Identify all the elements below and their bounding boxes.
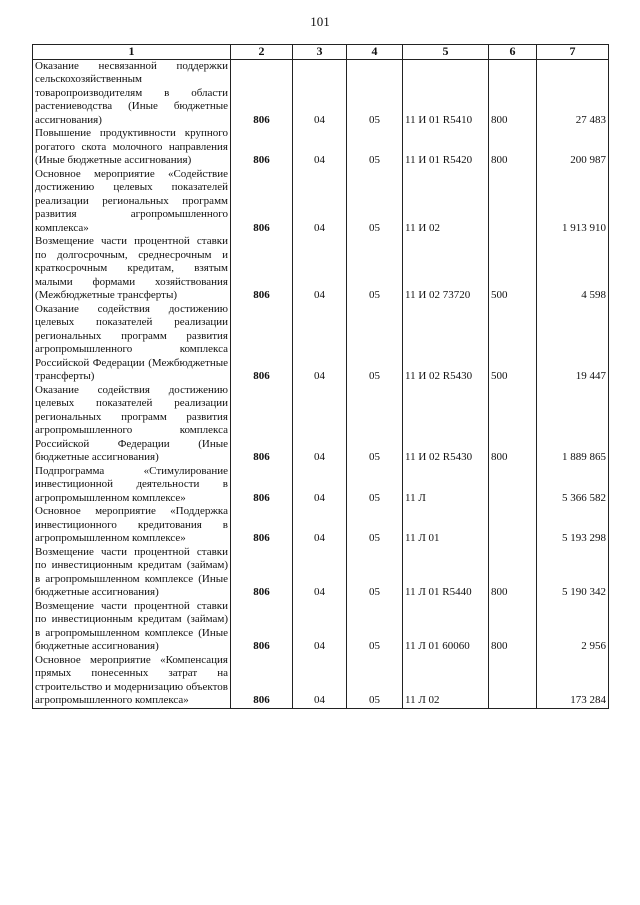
row-target-article: 11 И 01 R5420	[403, 127, 489, 168]
table-row	[33, 303, 609, 384]
row-subsection-code: 05	[347, 654, 403, 709]
row-subsection-code: 05	[347, 546, 403, 600]
row-section-code: 04	[293, 654, 347, 709]
header-col-4: 4	[347, 45, 403, 60]
row-expense-type	[489, 505, 537, 546]
row-target-article: 11 Л	[403, 465, 489, 506]
row-subsection-code: 05	[347, 384, 403, 465]
row-expense-type	[489, 465, 537, 506]
row-expense-type: 800	[489, 59, 537, 127]
row-ministry-code: 806	[231, 505, 293, 546]
row-name: Подпрограмма «Стимулирование инвестиционной деятельности в агропромышленном комплексе»	[33, 465, 231, 506]
table-row	[33, 505, 609, 546]
row-name: Оказание содействия достижению целевых показателей реализации региональных программ развития агропромышленного комплекса Российской Федерации (Межбюджетные трансферты)	[33, 303, 231, 384]
row-subsection-code: 05	[347, 59, 403, 127]
row-ministry-code: 806	[231, 384, 293, 465]
table-header-row	[33, 45, 609, 60]
table-row	[33, 235, 609, 303]
row-section-code: 04	[293, 384, 347, 465]
row-amount: 5 366 582	[537, 465, 609, 506]
row-amount: 173 284	[537, 654, 609, 709]
row-expense-type: 800	[489, 546, 537, 600]
row-target-article: 11 И 02 73720	[403, 235, 489, 303]
row-amount: 2 956	[537, 600, 609, 654]
header-col-6: 6	[489, 45, 537, 60]
row-section-code: 04	[293, 303, 347, 384]
row-ministry-code: 806	[231, 235, 293, 303]
row-name: Основное мероприятие «Компенсация прямых понесенных затрат на строительство и модернизацию объектов агропромышленного комплекса»	[33, 654, 231, 709]
page-number: 101	[310, 14, 330, 29]
row-section-code: 04	[293, 505, 347, 546]
row-section-code: 04	[293, 546, 347, 600]
row-target-article: 11 Л 01 60060	[403, 600, 489, 654]
table-row	[33, 600, 609, 654]
row-subsection-code: 05	[347, 303, 403, 384]
row-expense-type	[489, 168, 537, 236]
row-name: Возмещение части процентной ставки по инвестиционным кредитам (займам) в агропромышленном комплексе (Иные бюджетные ассигнования)	[33, 546, 231, 600]
row-expense-type: 500	[489, 303, 537, 384]
row-target-article: 11 Л 01	[403, 505, 489, 546]
row-section-code: 04	[293, 600, 347, 654]
row-target-article: 11 Л 02	[403, 654, 489, 709]
table-row	[33, 168, 609, 236]
header-col-2: 2	[231, 45, 293, 60]
row-amount: 1 889 865	[537, 384, 609, 465]
table-row	[33, 384, 609, 465]
row-subsection-code: 05	[347, 600, 403, 654]
row-ministry-code: 806	[231, 59, 293, 127]
row-name: Основное мероприятие «Поддержка инвестиционного кредитования в агропромышленном комплексе»	[33, 505, 231, 546]
table-row	[33, 546, 609, 600]
row-name: Возмещение части процентной ставки по долгосрочным, среднесрочным и краткосрочным кредитам, взятым малыми формами хозяйствования (Межбюджетные трансферты)	[33, 235, 231, 303]
row-subsection-code: 05	[347, 505, 403, 546]
row-target-article: 11 И 01 R5410	[403, 59, 489, 127]
row-section-code: 04	[293, 168, 347, 236]
row-ministry-code: 806	[231, 654, 293, 709]
row-section-code: 04	[293, 59, 347, 127]
row-amount: 19 447	[537, 303, 609, 384]
row-ministry-code: 806	[231, 303, 293, 384]
table-row	[33, 59, 609, 127]
row-target-article: 11 Л 01 R5440	[403, 546, 489, 600]
row-expense-type: 800	[489, 127, 537, 168]
row-target-article: 11 И 02	[403, 168, 489, 236]
row-subsection-code: 05	[347, 235, 403, 303]
row-expense-type	[489, 654, 537, 709]
row-expense-type: 800	[489, 600, 537, 654]
row-ministry-code: 806	[231, 127, 293, 168]
row-amount: 1 913 910	[537, 168, 609, 236]
row-section-code: 04	[293, 127, 347, 168]
row-subsection-code: 05	[347, 127, 403, 168]
header-col-5: 5	[403, 45, 489, 60]
row-amount: 5 190 342	[537, 546, 609, 600]
row-amount: 200 987	[537, 127, 609, 168]
row-ministry-code: 806	[231, 600, 293, 654]
row-name: Основное мероприятие «Содействие достижению целевых показателей реализации региональных программ развития агропромышленного комплекса»	[33, 168, 231, 236]
row-amount: 27 483	[537, 59, 609, 127]
row-target-article: 11 И 02 R5430	[403, 384, 489, 465]
row-subsection-code: 05	[347, 168, 403, 236]
row-name: Оказание содействия достижению целевых показателей реализации региональных программ развития агропромышленного комплекса Российской Федерации (Иные бюджетные ассигнования)	[33, 384, 231, 465]
row-name: Возмещение части процентной ставки по инвестиционным кредитам (займам) в агропромышленном комплексе (Иные бюджетные ассигнования)	[33, 600, 231, 654]
row-subsection-code: 05	[347, 465, 403, 506]
header-col-3: 3	[293, 45, 347, 60]
row-amount: 5 193 298	[537, 505, 609, 546]
row-name: Повышение продуктивности крупного рогатого скота молочного направления (Иные бюджетные ассигнования)	[33, 127, 231, 168]
budget-table	[32, 44, 609, 709]
table-row	[33, 654, 609, 709]
row-section-code: 04	[293, 235, 347, 303]
table-row	[33, 465, 609, 506]
row-ministry-code: 806	[231, 546, 293, 600]
row-ministry-code: 806	[231, 168, 293, 236]
row-ministry-code: 806	[231, 465, 293, 506]
row-expense-type: 500	[489, 235, 537, 303]
table-row	[33, 127, 609, 168]
header-col-7: 7	[537, 45, 609, 60]
row-target-article: 11 И 02 R5430	[403, 303, 489, 384]
row-name: Оказание несвязанной поддержки сельскохозяйственным товаропроизводителям в области растениеводства (Иные бюджетные ассигнования)	[33, 59, 231, 127]
row-expense-type: 800	[489, 384, 537, 465]
header-col-1: 1	[33, 45, 231, 60]
row-section-code: 04	[293, 465, 347, 506]
row-amount: 4 598	[537, 235, 609, 303]
